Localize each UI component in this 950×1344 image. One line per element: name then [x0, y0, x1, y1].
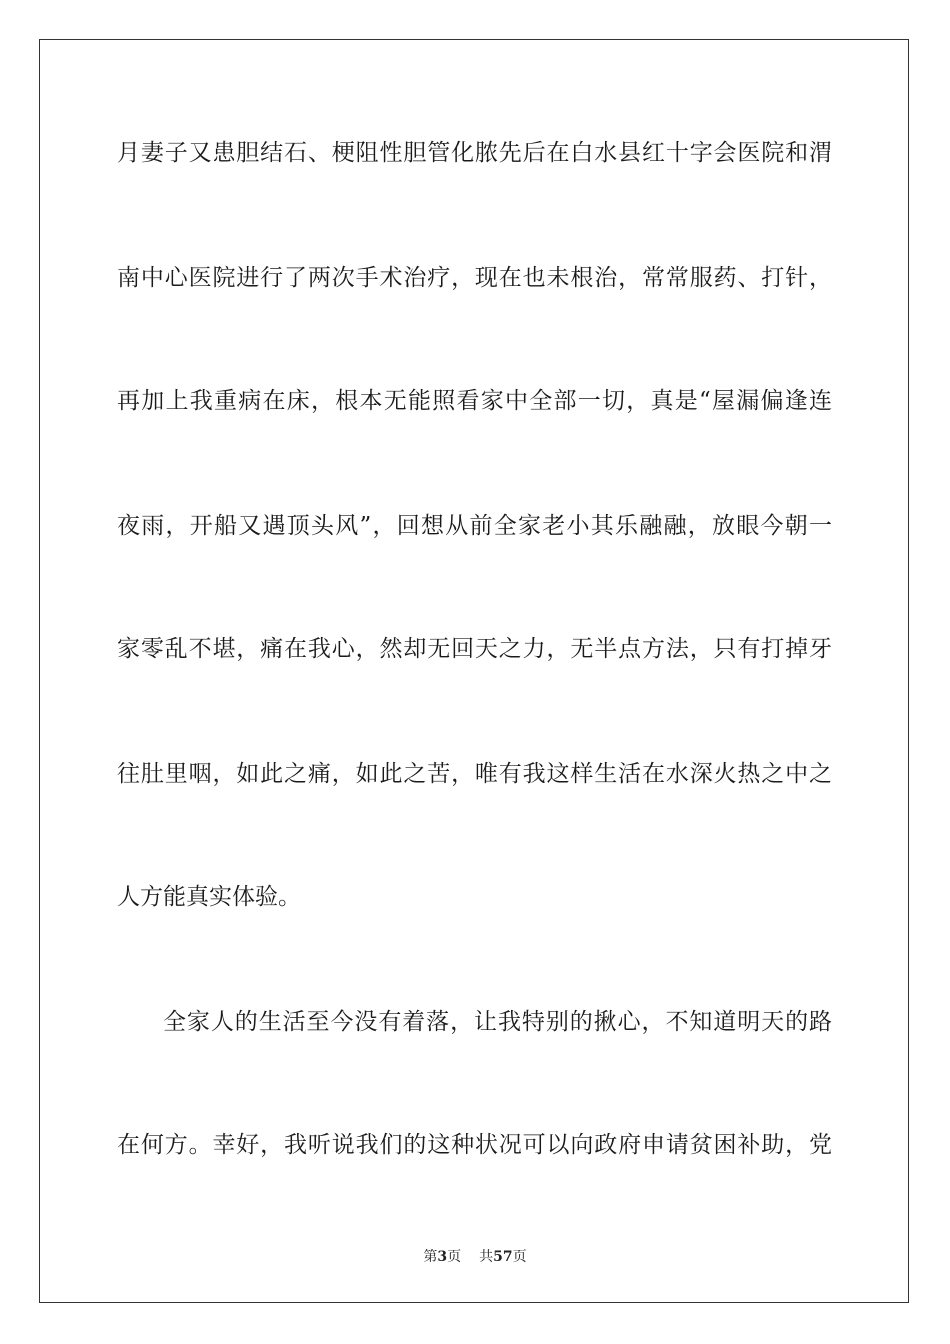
page-prefix: 第	[423, 1249, 438, 1265]
text-line-1: 月妻子又患胆结石、梗阻性胆管化脓先后在白水县红十字会医院和渭	[117, 140, 832, 166]
total-suffix: 页	[512, 1249, 527, 1265]
page-total: 57	[493, 1249, 513, 1265]
total-prefix: 共	[479, 1249, 494, 1265]
page-footer	[0, 1248, 950, 1266]
text-line-3: 再加上我重病在床，根本无能照看家中全部一切，真是“屋漏偏逢连	[117, 388, 832, 414]
text-line-4: 夜雨，开船又遇顶头风”，回想从前全家老小其乐融融，放眼今朝一	[117, 513, 832, 539]
text-line-5: 家零乱不堪，痛在我心，然却无回天之力，无半点方法，只有打掉牙	[117, 636, 832, 662]
text-line-2: 南中心医院进行了两次手术治疗，现在也未根治，常常服药、打针，	[117, 265, 832, 291]
text-line-8: 全家人的生活至今没有着落，让我特别的揪心，不知道明天的路	[163, 1009, 832, 1035]
text-line-9: 在何方。幸好，我听说我们的这种状况可以向政府申请贫困补助，党	[117, 1132, 832, 1158]
page-suffix: 页	[447, 1249, 462, 1265]
page-frame	[39, 39, 909, 1303]
text-line-7: 人方能真实体验。	[117, 884, 301, 910]
page-current: 3	[437, 1249, 448, 1265]
text-line-6: 往肚里咽，如此之痛，如此之苦，唯有我这样生活在水深火热之中之	[117, 761, 832, 787]
